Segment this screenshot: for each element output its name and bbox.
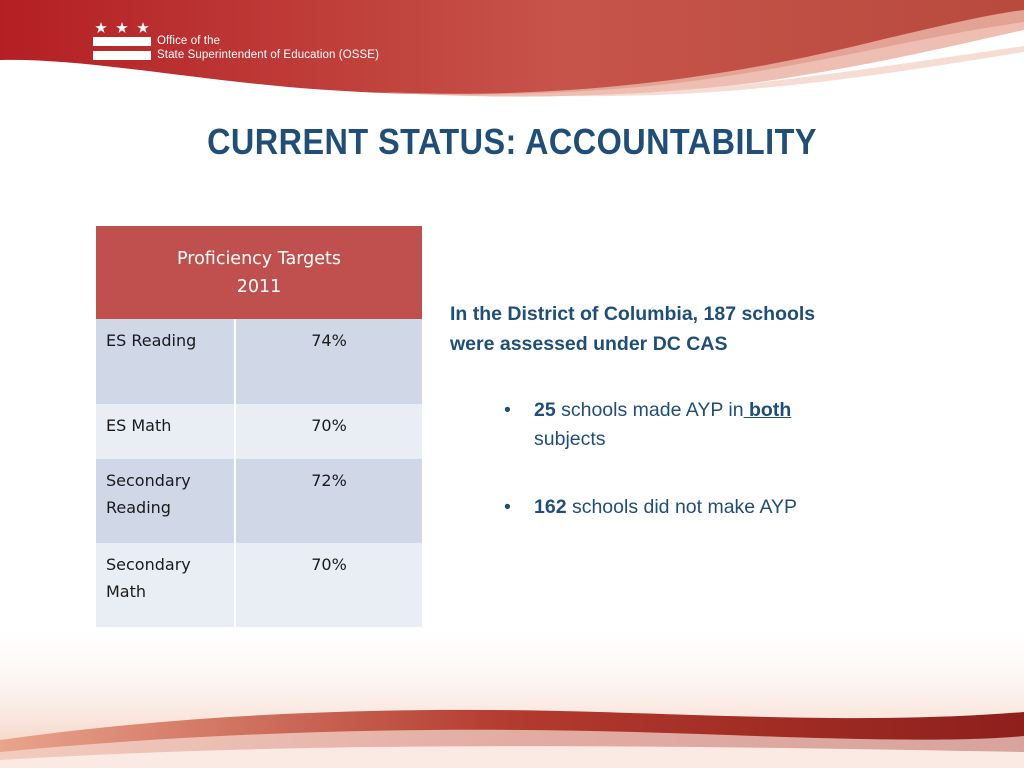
row-label: ES Math [96, 404, 235, 459]
table-header-row [96, 226, 422, 319]
table-row [96, 543, 422, 627]
row-label-line-2: Math [106, 582, 147, 601]
bullet-dot: • [504, 399, 511, 421]
row-label-line-2: Reading [106, 498, 171, 517]
org-line-2: State Superintendent of Education (OSSE) [157, 49, 379, 61]
row-value: 72% [235, 459, 422, 543]
intro-line-1: In the District of Columbia, 187 schools [450, 303, 816, 325]
row-label [96, 459, 235, 543]
table-row [96, 319, 422, 404]
summary-intro [450, 299, 950, 359]
bullet-dot: • [504, 496, 511, 518]
bullet-not-ayp [504, 493, 924, 522]
org-line-1: Office of the [157, 35, 221, 47]
table-header [96, 226, 422, 319]
org-name [157, 34, 379, 62]
row-value: 74% [235, 319, 422, 404]
not-ayp-count: 162 [534, 496, 567, 518]
row-label: ES Reading [96, 319, 235, 404]
proficiency-targets-table [96, 226, 422, 627]
row-value: 70% [235, 543, 422, 627]
slide-title: CURRENT STATUS: ACCOUNTABILITY [207, 121, 817, 162]
intro-line-2: were assessed under DC CAS [450, 333, 728, 355]
table-header-line-1: Proficiency Targets [177, 248, 341, 269]
row-label-line-1: Secondary [106, 555, 191, 574]
bullet-made-ayp [504, 396, 924, 454]
table-row [96, 404, 422, 459]
table-row [96, 459, 422, 543]
made-ayp-text: schools made AYP in [555, 399, 744, 421]
osse-logo [93, 20, 413, 68]
row-value: 70% [235, 404, 422, 459]
row-label [96, 543, 235, 627]
row-label-line-1: Secondary [106, 471, 191, 490]
made-ayp-count: 25 [534, 399, 556, 421]
summary-bullets [504, 396, 924, 561]
dc-flag-icon [93, 20, 151, 64]
table-header-line-2: 2011 [236, 276, 282, 297]
both-emphasis: both [743, 399, 792, 421]
not-ayp-text: schools did not make AYP [566, 496, 798, 518]
made-ayp-text-2: subjects [534, 428, 606, 450]
